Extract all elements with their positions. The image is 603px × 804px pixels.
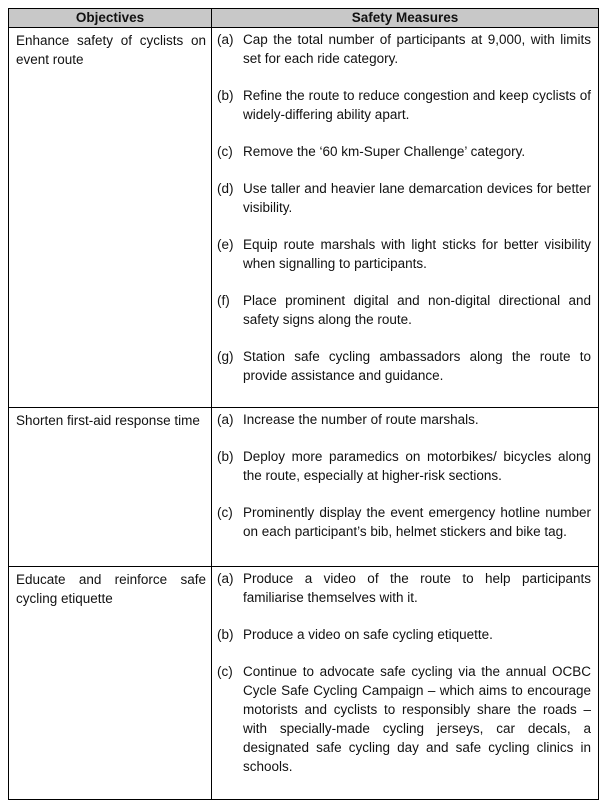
measure-item bbox=[217, 569, 591, 607]
table-row bbox=[9, 408, 599, 567]
measures-cell bbox=[212, 408, 599, 567]
measure-marker: (c) bbox=[217, 664, 233, 679]
measure-text: Equip route marshals with light sticks for better visibility when signalling to participants. bbox=[243, 237, 591, 271]
measure-text: Use taller and heavier lane demarcation devices for better visibility. bbox=[243, 181, 591, 215]
measures-cell bbox=[212, 567, 599, 800]
measure-item bbox=[217, 625, 591, 644]
measure-text: Cap the total number of participants at 9,000, with limits set for each ride category. bbox=[243, 32, 591, 66]
measure-text: Continue to advocate safe cycling via the annual OCBC Cycle Safe Cycling Campaign – which aims to encourage motorists and cyclists to responsibly share the roads – with specially-made cycling jerseys, car decals, a designated safe cycling day and safe cycling clinics in schools. bbox=[243, 664, 591, 774]
measure-marker: (a) bbox=[217, 412, 234, 427]
safety-measures-header: Safety Measures bbox=[212, 9, 599, 28]
measure-marker: (a) bbox=[217, 32, 234, 47]
measure-item bbox=[217, 86, 591, 124]
table-header-row bbox=[9, 9, 599, 28]
measure-text: Deploy more paramedics on motorbikes/ bicycles along the route, especially at higher-risk sections. bbox=[243, 449, 591, 483]
objective-cell: Enhance safety of cyclists on event route bbox=[9, 28, 212, 408]
measure-item bbox=[217, 235, 591, 273]
measure-marker: (b) bbox=[217, 627, 234, 642]
measure-item bbox=[217, 30, 591, 68]
measure-item bbox=[217, 410, 591, 429]
table-row bbox=[9, 567, 599, 800]
objective-cell: Shorten first-aid response time bbox=[9, 408, 212, 567]
safety-measures-table bbox=[8, 8, 599, 800]
measure-item bbox=[217, 347, 591, 385]
measure-text: Produce a video of the route to help participants familiarise themselves with it. bbox=[243, 571, 591, 605]
measure-marker: (c) bbox=[217, 505, 233, 520]
measure-marker: (c) bbox=[217, 144, 233, 159]
objective-cell: Educate and reinforce safe cycling etiquette bbox=[9, 567, 212, 800]
objectives-header: Objectives bbox=[9, 9, 212, 28]
table-row bbox=[9, 28, 599, 408]
measure-marker: (a) bbox=[217, 571, 234, 586]
measure-text: Remove the ‘60 km-Super Challenge’ category. bbox=[243, 144, 526, 159]
measure-text: Station safe cycling ambassadors along the route to provide assistance and guidance. bbox=[243, 349, 591, 383]
measure-marker: (f) bbox=[217, 293, 230, 308]
measure-text: Refine the route to reduce congestion and keep cyclists of widely-differing ability apart. bbox=[243, 88, 591, 122]
measure-text: Place prominent digital and non-digital directional and safety signs along the route. bbox=[243, 293, 591, 327]
measure-item bbox=[217, 503, 591, 541]
measure-marker: (d) bbox=[217, 181, 234, 196]
measure-item bbox=[217, 662, 591, 776]
measure-item bbox=[217, 142, 591, 161]
measure-item bbox=[217, 179, 591, 217]
measure-item bbox=[217, 447, 591, 485]
measures-cell bbox=[212, 28, 599, 408]
measure-text: Increase the number of route marshals. bbox=[243, 412, 479, 427]
measure-text: Prominently display the event emergency hotline number on each participant’s bib, helmet stickers and bike tag. bbox=[243, 505, 591, 539]
measure-marker: (b) bbox=[217, 449, 234, 464]
measure-item bbox=[217, 291, 591, 329]
measure-marker: (g) bbox=[217, 349, 234, 364]
measure-marker: (e) bbox=[217, 237, 234, 252]
measure-marker: (b) bbox=[217, 88, 234, 103]
measure-text: Produce a video on safe cycling etiquette. bbox=[243, 627, 493, 642]
